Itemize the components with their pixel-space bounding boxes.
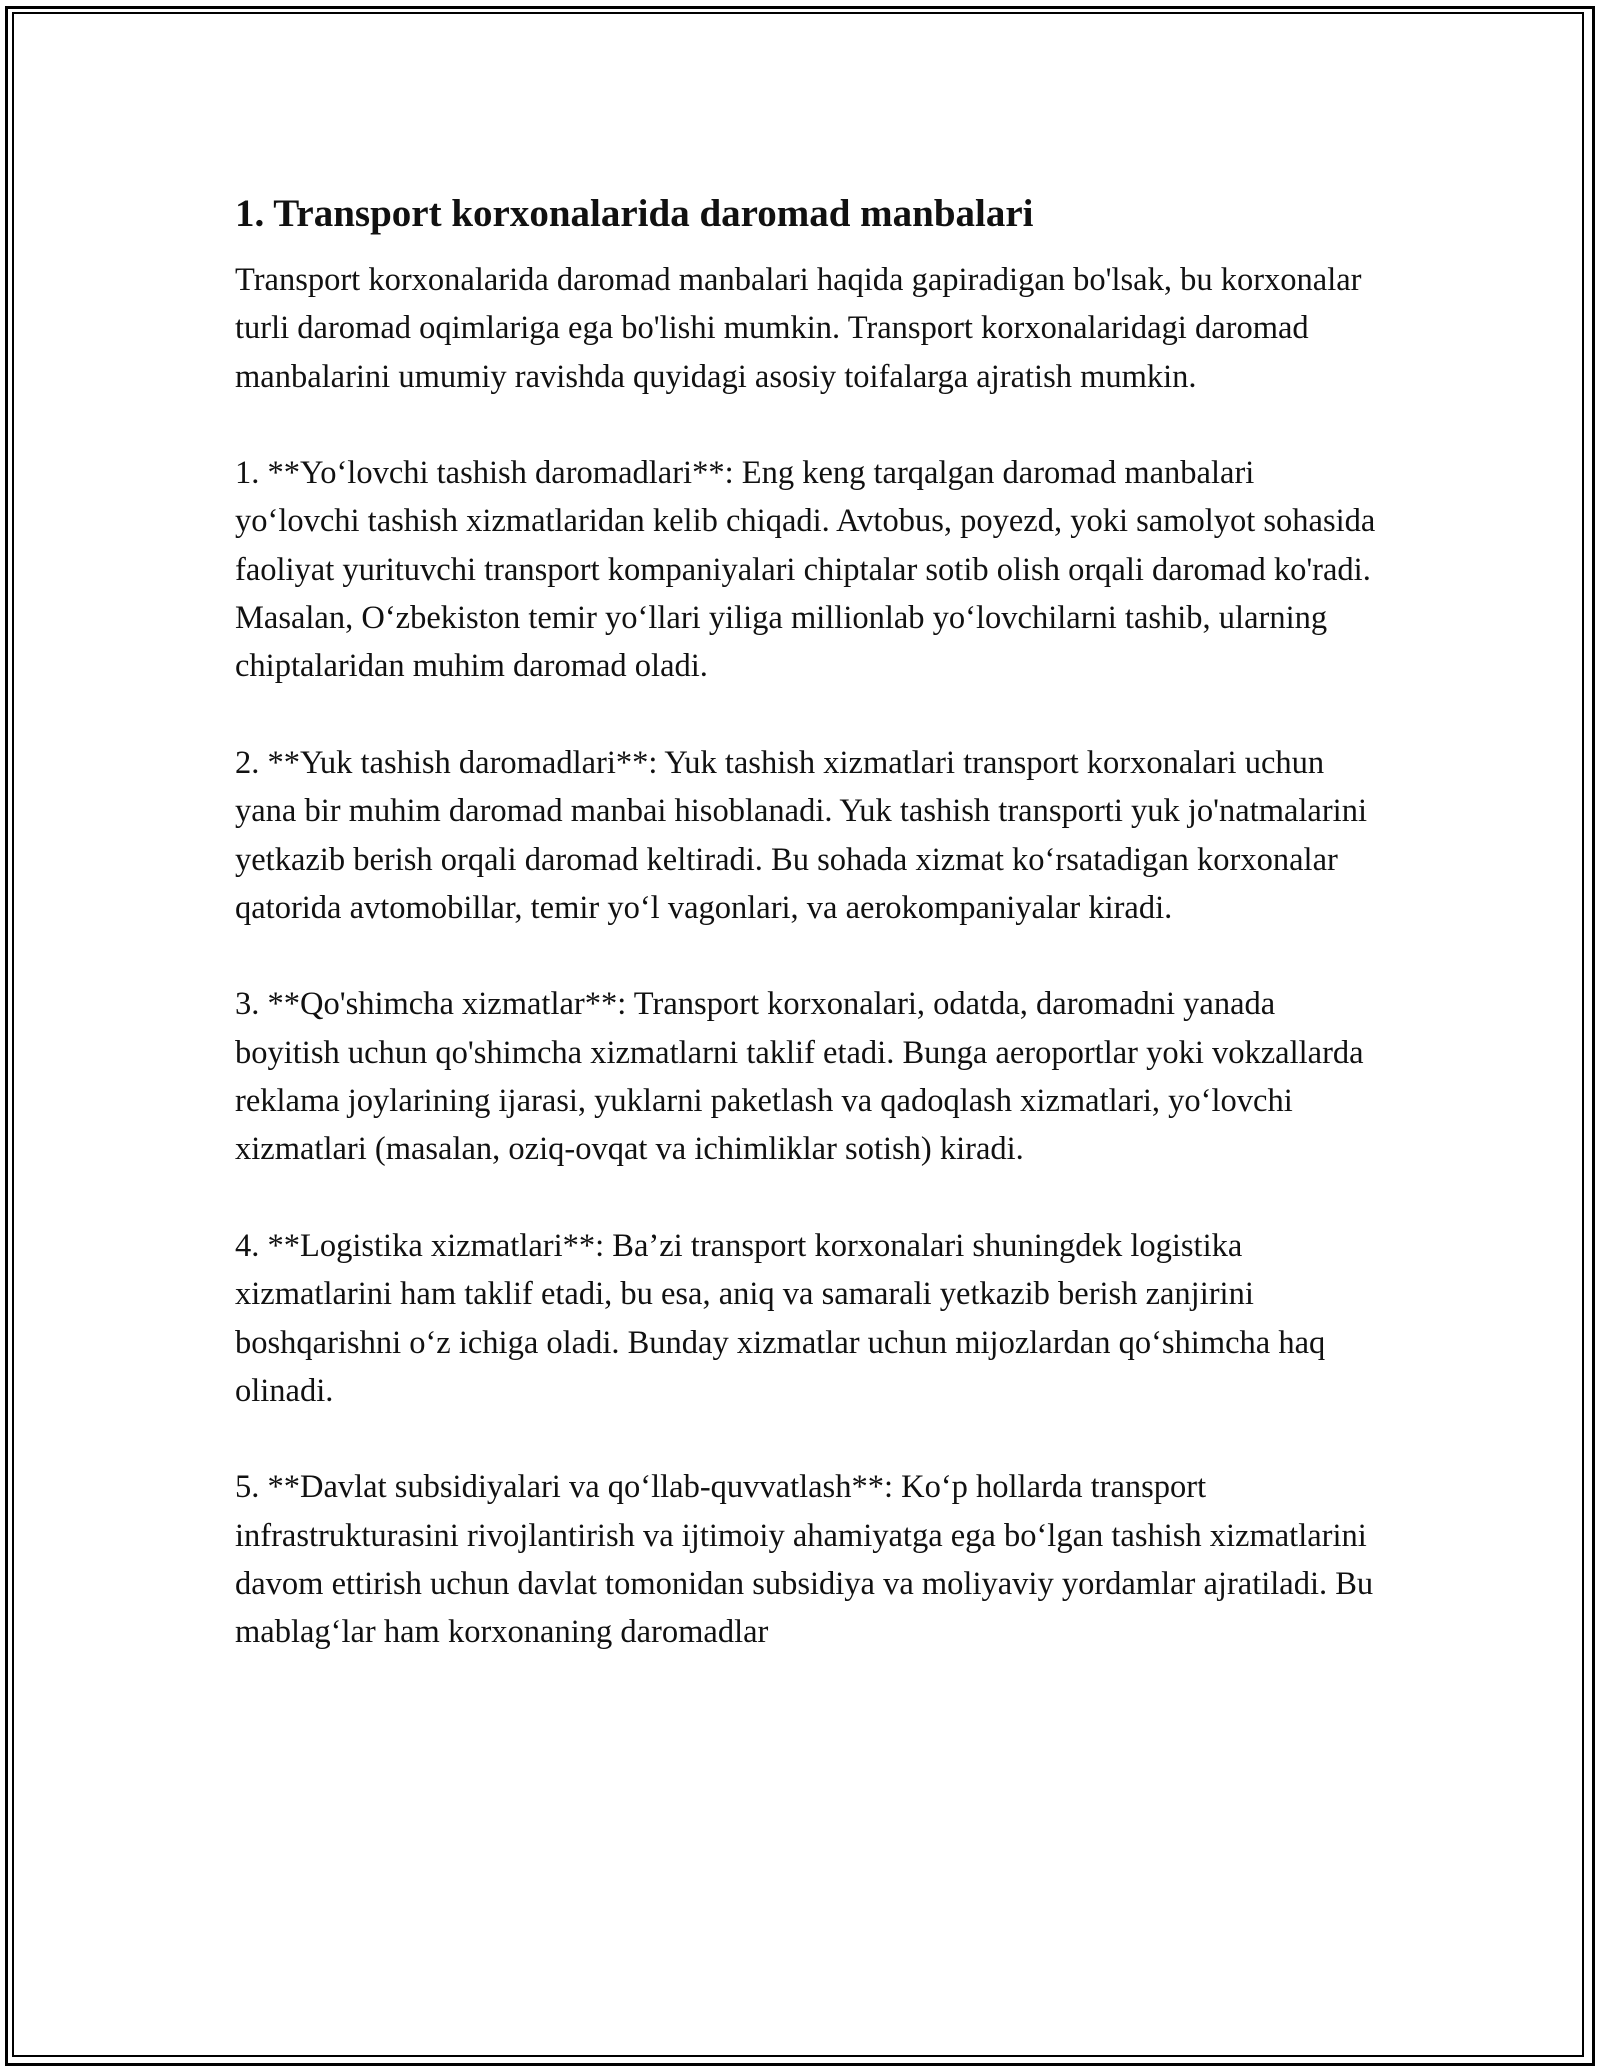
page-title: 1. Transport korxonalarida daromad manbalari [235, 192, 1034, 235]
paragraph-additional-services: 3. **Qo'shimcha xizmatlar**: Transport korxonalari, odatda, daromadni yanada boyitish uchun qo'shimcha xizmatlarni taklif etadi. Bunga aeroportlar yoki vokzallarda reklama joylarining ijarasi, yuklarni paketlash va qadoqlash xizmatlari, yo‘lovchi xizmatlari (masalan, oziq-ovqat va ichimliklar sotish) kiradi. [235, 986, 1364, 1168]
document-body [235, 186, 1380, 1705]
paragraph-cargo-revenue: 2. **Yuk tashish daromadlari**: Yuk tashish xizmatlari transport korxonalari uchun yana bir muhim daromad manbai hisoblanadi. Yuk tashish transporti yuk jo'natmalarini yetkazib berish orqali daromad keltiradi. Bu sohada xizmat ko‘rsatadigan korxonalar qatorida avtomobillar, temir yo‘l vagonlari, va aerokompaniyalar kiradi. [235, 744, 1367, 926]
paragraph-state-subsidies: 5. **Davlat subsidiyalari va qo‘llab-quvvatlash**: Ko‘p hollarda transport infrastrukturasini rivojlantirish va ijtimoiy ahamiyatga ega bo‘lgan tashish xizmatlarini davom ettirish uchun davlat tomonidan subsidiya va moliyaviy yordamlar ajratiladi. Bu mablag‘lar ham korxonaning daromadlar [235, 1469, 1374, 1651]
intro-paragraph: Transport korxonalarida daromad manbalari haqida gapiradigan bo'lsak, bu korxonalar turli daromad oqimlariga ega bo'lishi mumkin. Transport korxonalaridagi daromad manbalarini umumiy ravishda quyidagi asosiy toifalarga ajratish mumkin. [235, 262, 1362, 395]
paragraph-passenger-revenue: 1. **Yo‘lovchi tashish daromadlari**: Eng keng tarqalgan daromad manbalari yo‘lovchi tashish xizmatlaridan kelib chiqadi. Avtobus, poyezd, yoki samolyot sohasida faoliyat yurituvchi transport kompaniyalari chiptalar sotib olish orqali daromad ko'radi. Masalan, O‘zbekiston temir yo‘llari yiliga millionlab yo‘lovchilarni tashib, ularning chiptalaridan muhim daromad oladi. [235, 455, 1376, 685]
paragraph-logistics-services: 4. **Logistika xizmatlari**: Ba’zi transport korxonalari shuningdek logistika xizmatlarini ham taklif etadi, bu esa, aniq va samarali yetkazib berish zanjirini boshqarishni o‘z ichiga oladi. Bunday xizmatlar uchun mijozlardan qo‘shimcha haq olinadi. [235, 1227, 1326, 1409]
